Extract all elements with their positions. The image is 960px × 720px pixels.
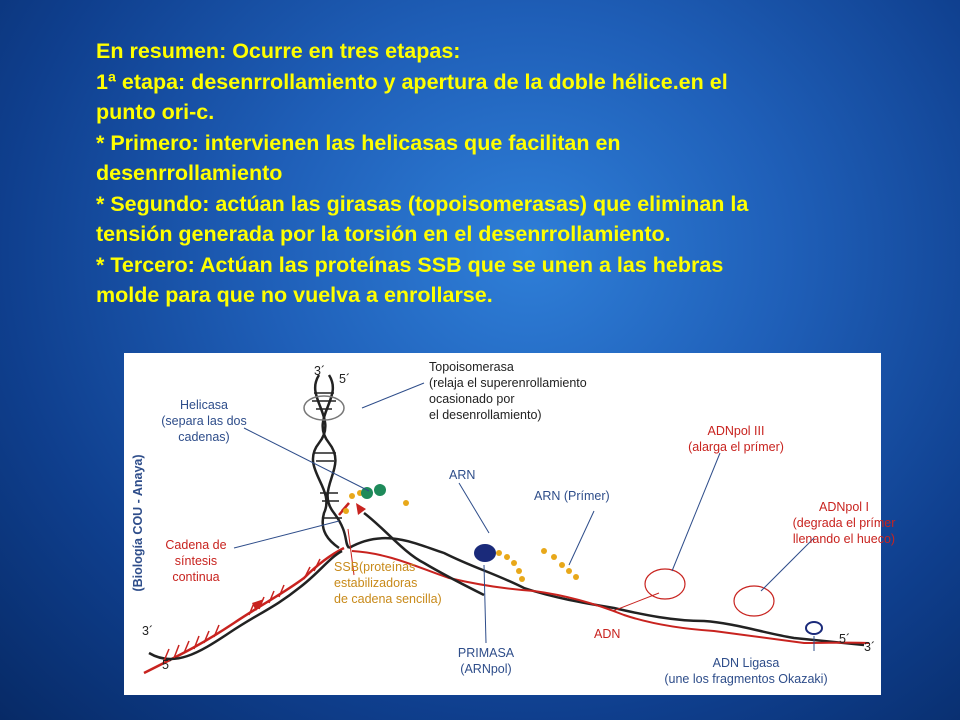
summary-line: molde para que no vuelva a enrollarse. [96, 283, 493, 307]
label-arn: ARN [449, 468, 476, 482]
summary-text [96, 36, 926, 311]
primase-blob [474, 544, 496, 562]
label-cadena-continua [165, 538, 226, 584]
label-arn-primer: ARN (Prímer) [534, 489, 610, 503]
svg-text:(ARNpol): (ARNpol) [460, 662, 512, 676]
svg-text:estabilizadoras: estabilizadoras [334, 576, 418, 590]
svg-text:(degrada el prímer: (degrada el prímer [792, 516, 896, 530]
helicase-proteins [361, 484, 386, 499]
summary-line: * Segundo: actúan las girasas (topoisomerasas) que eliminan la [96, 191, 749, 216]
svg-text:de cadena sencilla): de cadena sencilla) [334, 592, 442, 606]
svg-text:llenando el hueco): llenando el hueco) [792, 532, 896, 546]
svg-text:PRIMASA: PRIMASA [457, 646, 515, 660]
summary-line: 1ª etapa: desenrrollamiento y apertura de la doble hélice.en el [96, 69, 728, 94]
svg-text:SSB(proteínas: SSB(proteínas [334, 560, 416, 574]
svg-text:(une los fragmentos Okazaki): (une los fragmentos Okazaki) [664, 672, 828, 686]
svg-text:el desenrollamiento): el desenrollamiento) [429, 408, 542, 422]
strand-end-label: 5´ [339, 372, 351, 386]
svg-text:ADNpol III: ADNpol III [707, 424, 765, 438]
summary-line: punto ori-c. [96, 100, 215, 124]
label-ssb [334, 560, 442, 606]
label-adnpol-i [793, 500, 896, 546]
label-adn: ADN [594, 627, 621, 641]
summary-line: * Tercero: Actúan las proteínas SSB que se unen a las hebras [96, 252, 724, 277]
label-adnpol-iii [688, 424, 784, 454]
label-topoisomerasa [429, 360, 587, 422]
svg-text:Topoisomerasa: Topoisomerasa [429, 360, 514, 374]
svg-text:Helicasa: Helicasa [180, 398, 228, 412]
dna-replication-figure [124, 353, 896, 695]
figure-credit: (Biología COU - Anaya) [131, 454, 145, 592]
summary-line: tensión generada por la torsión en el desenrrollamiento. [96, 222, 671, 246]
svg-text:síntesis: síntesis [174, 554, 218, 568]
strand-end-label: 3´ [864, 640, 876, 654]
svg-text:ocasionado por: ocasionado por [429, 392, 515, 406]
svg-text:ADN Ligasa: ADN Ligasa [712, 656, 780, 670]
svg-text:cadenas): cadenas) [178, 430, 230, 444]
replication-fork-diagram [124, 353, 896, 695]
svg-text:(alarga el prímer): (alarga el prímer) [688, 440, 784, 454]
strand-end-label: 5´ [162, 658, 174, 672]
label-helicasa [161, 398, 246, 444]
strand-end-label: 3´ [142, 624, 154, 638]
summary-line: * Primero: intervienen las helicasas que facilitan en [96, 130, 621, 155]
leading-strand-helix [144, 503, 366, 673]
summary-line: desenrrollamiento [96, 161, 283, 185]
strand-end-label: 3´ [314, 364, 326, 378]
svg-text:(relaja el superenrollamiento: (relaja el superenrollamiento [429, 376, 587, 390]
summary-line: En resumen: Ocurre en tres etapas: [96, 39, 461, 63]
lagging-strand [349, 513, 869, 645]
svg-text:(separa las dos: (separa las dos [161, 414, 247, 428]
svg-text:ADNpol I: ADNpol I [818, 500, 870, 514]
label-primasa [458, 646, 515, 676]
svg-text:continua: continua [172, 570, 220, 584]
strand-end-label: 5´ [839, 632, 851, 646]
svg-text:Cadena de: Cadena de [165, 538, 227, 552]
label-adn-ligasa [664, 656, 827, 686]
